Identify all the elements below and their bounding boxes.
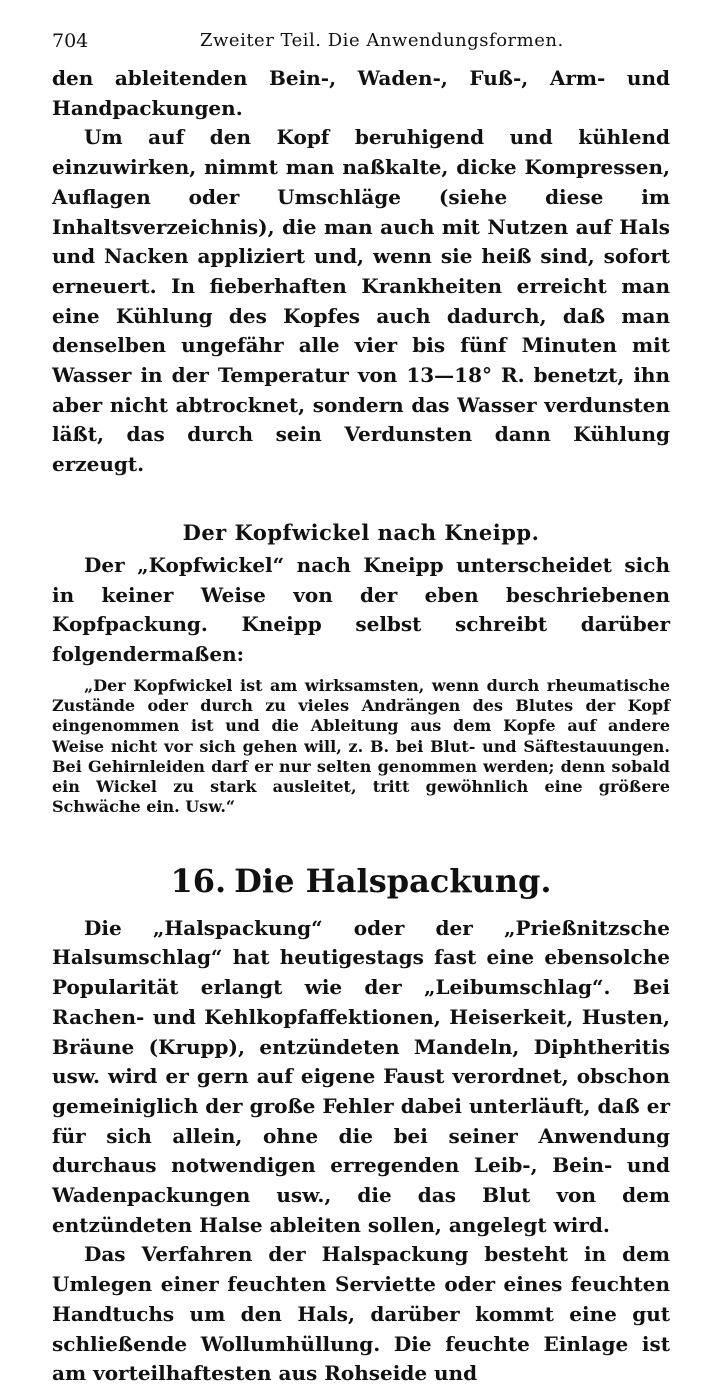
kneipp-quote: „Der Kopfwickel ist am wirksamsten, wenn durch rheumatische Zustände oder durch zu vieles Andrängen des Blutes der Kopf eingenommen ist und die Ableitung aus dem Kopfe auf andere Weise nicht vor sich gehen will, z. B. bei Blut- und Säftestauungen. Bei Gehirnleiden darf er nur selten genommen werden; denn sobald ein Wickel zu stark ausleitet, tritt gewöhnlich eine größere Schwäche ein. Usw.“ xyxy=(52,675,670,817)
chapter-paragraph-2: Das Verfahren der Halspackung besteht in dem Umlegen einer feuchten Serviette oder eines feuchten Handtuchs um den Hals, darüber kommt eine gut schließende Wollumhüllung. Die feuchte Einlage ist am vorteilhaftesten aus Rohseide und xyxy=(52,1242,670,1386)
paragraph-continued: den ableitenden Bein-, Waden-, Fuß-, Arm- und Handpackungen. xyxy=(52,66,670,120)
section-intro: Der „Kopfwickel“ nach Kneipp unterscheidet sich in keiner Weise von der eben beschriebenen Kopfpackung. Kneipp selbst schreibt darüber folgendermaßen: xyxy=(52,552,670,666)
chapter-paragraph-1: Die „Halspackung“ oder der „Prießnitzsche Halsumschlag“ hat heutigestags fast eine ebensolche Popularität erlangt wie der „Leibumschlag“. Bei Rachen- und Kehlkopfaffektionen, Heiserkeit, Husten, Bräune (Krupp), entzündeten Mandeln, Diphtheritis usw. wird er gern auf eigene Faust verordnet, obschon gemeiniglich der große Fehler dabei unterläuft, daß er für sich allein, ohne die bei seiner Anwendung durchaus notwendigen erregenden Leib-, Bein- und Wadenpackungen usw., die das Blut von dem entzündeten Halse ableiten sollen, angelegt wird. xyxy=(52,915,670,1237)
chapter-number: 16. xyxy=(170,861,227,900)
paragraph-head-cooling: Um auf den Kopf beruhigend und kühlend einzuwirken, nimmt man naßkalte, dicke Kompressen, Auflagen oder Umschläge (siehe diese im Inhaltsverzeichnis), die man auch mit Nutzen auf Hals und Nacken appliziert und, wenn sie heiß sind, sofort erneuert. In fieberhaften Krankheiten erreicht man eine Kühlung des Kopfes auch dadurch, daß man denselben ungefähr alle vier bis fünf Minuten mit Wasser in der Temperatur von 13—18° R. benetzt, ihn aber nicht abtrocknet, sondern das Wasser verdunsten läßt, das durch sein Verdunsten dann Kühlung erzeugt. xyxy=(52,125,670,477)
chapter-title: Die Halspackung. xyxy=(234,861,552,900)
page-header xyxy=(52,30,670,64)
page-number: 704 xyxy=(52,30,89,52)
running-head: Zweiter Teil. Die Anwendungsformen. xyxy=(200,30,564,51)
chapter-heading xyxy=(52,862,670,900)
section-heading: Der Kopfwickel nach Kneipp. xyxy=(182,519,540,545)
